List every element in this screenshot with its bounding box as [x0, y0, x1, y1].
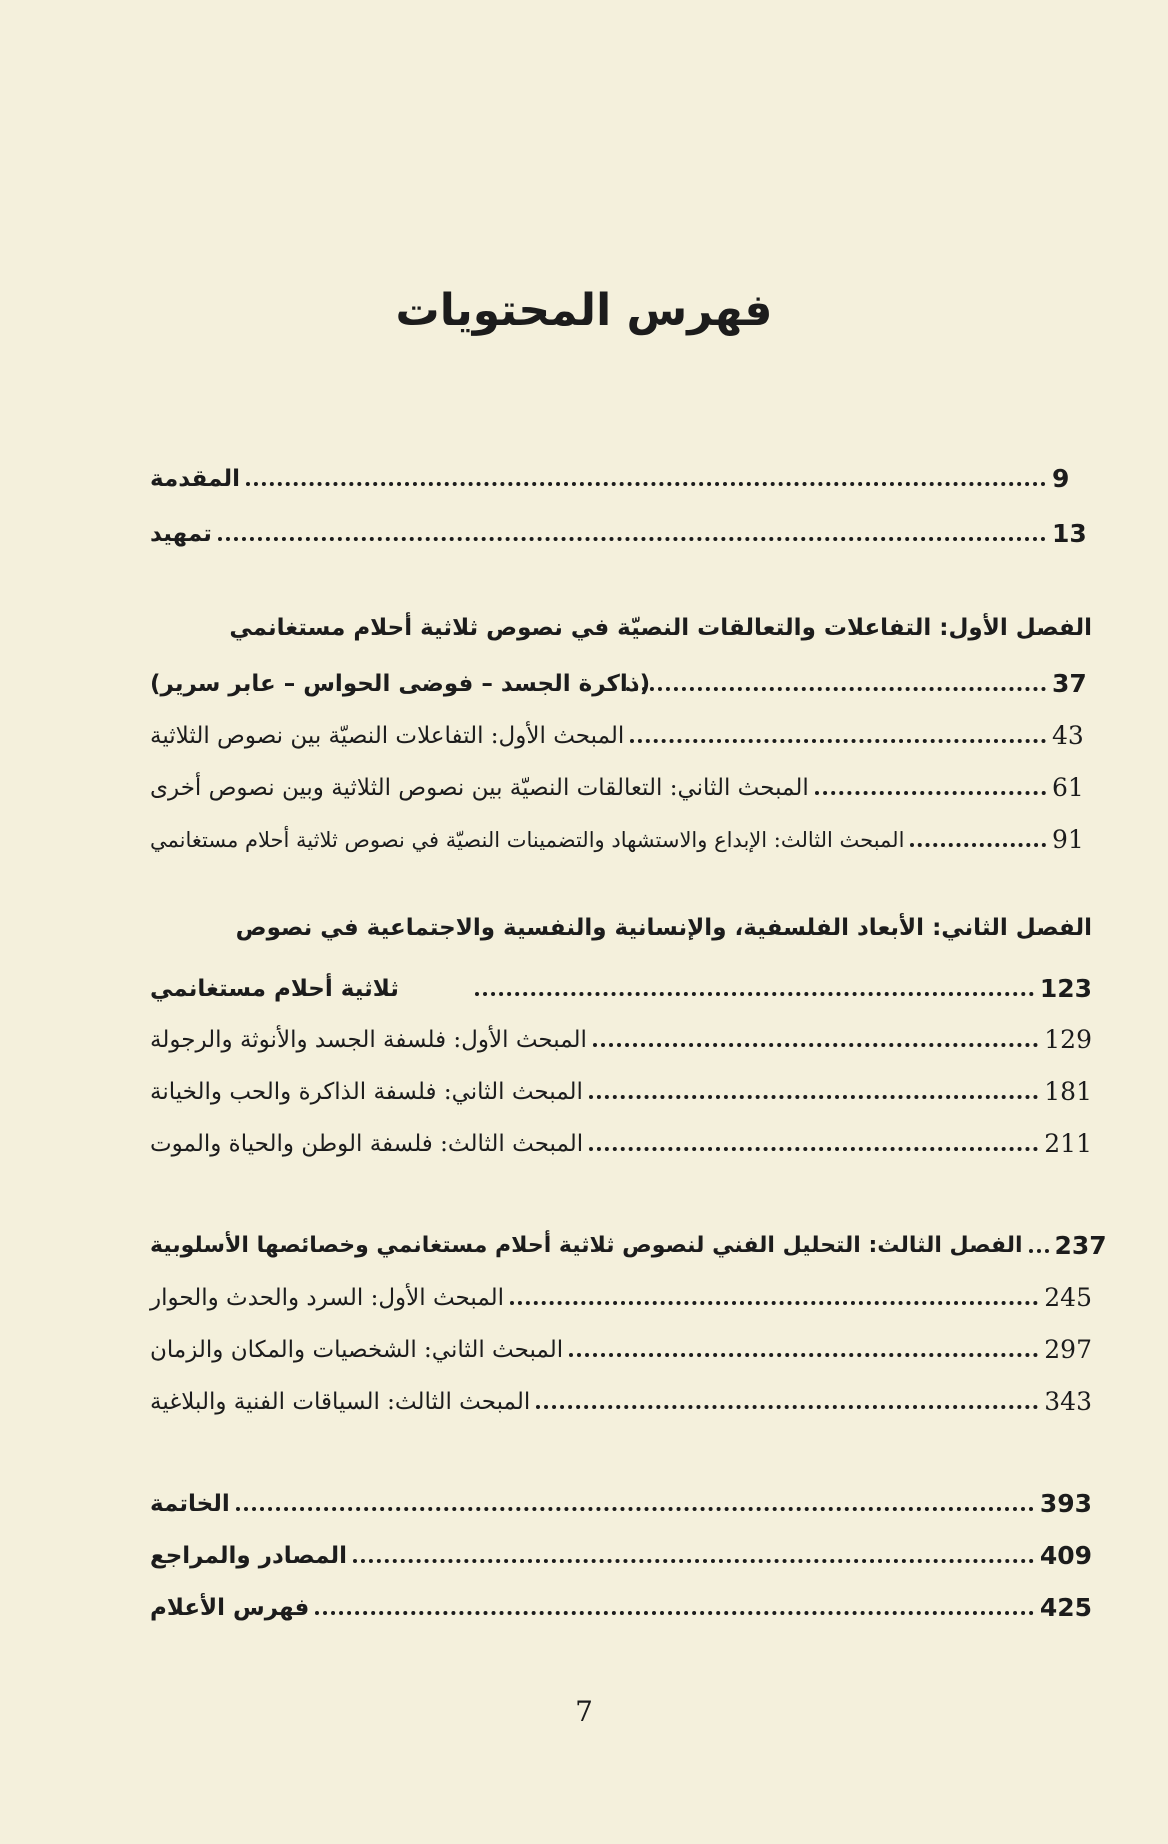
toc-page-number: 343 — [1044, 1387, 1092, 1416]
chapter-1-subtitle: (ذاكرة الجسد – فوضى الحواس – عابر سرير) — [150, 671, 651, 697]
dot-leader — [569, 1353, 1038, 1357]
toc-page-number: 181 — [1044, 1077, 1092, 1106]
toc-page-number: 211 — [1044, 1129, 1092, 1158]
page-title: فهرس المحتويات — [395, 285, 773, 336]
toc-section[interactable] — [150, 1016, 1092, 1056]
toc-section[interactable] — [150, 1378, 1092, 1418]
toc-entry-conclusion[interactable] — [150, 1480, 1092, 1520]
toc-section-label: المبحث الثالث: السياقات الفنية والبلاغية — [150, 1389, 531, 1415]
toc-page-number: 245 — [1044, 1283, 1092, 1312]
toc-entry-label: المقدمة — [150, 466, 240, 492]
toc-page-number: 123 — [1039, 974, 1092, 1003]
toc-page-number: 297 — [1044, 1335, 1092, 1364]
dot-leader — [353, 1559, 1034, 1563]
toc-section-label: المبحث الثاني: فلسفة الذاكرة والحب والخيانة — [150, 1079, 583, 1105]
toc-page-number: 91 — [1052, 825, 1084, 854]
chapter-3-title: الفصل الثالث: التحليل الفني لنصوص ثلاثية أحلام مستغانمي وخصائصها الأسلوبية — [150, 1233, 1023, 1258]
toc-section-label: المبحث الأول: التفاعلات النصيّة بين نصوص الثلاثية — [150, 723, 625, 749]
toc-page-number: 425 — [1039, 1593, 1092, 1622]
toc-entry-sources[interactable] — [150, 1532, 1092, 1572]
toc-entry-chapter-1[interactable] — [150, 660, 1092, 700]
toc-entry-preface[interactable] — [150, 510, 1092, 550]
toc-page-number: 43 — [1052, 721, 1084, 750]
dot-leader — [589, 1147, 1038, 1151]
toc-section[interactable] — [150, 1120, 1092, 1160]
toc-section-label: المبحث الثالث: فلسفة الوطن والحياة والموت — [150, 1131, 584, 1157]
toc-entry-chapter-3[interactable] — [150, 1222, 1107, 1262]
chapter-2-subtitle: ثلاثية أحلام مستغانمي — [150, 976, 399, 1002]
toc-section[interactable] — [150, 1068, 1092, 1108]
dot-leader — [630, 739, 1046, 743]
toc-page-number: 61 — [1052, 773, 1084, 802]
toc-page-number: 129 — [1044, 1025, 1092, 1054]
toc-section[interactable] — [150, 764, 1092, 804]
dot-leader — [626, 687, 1046, 691]
toc-section-label: المبحث الثاني: الشخصيات والمكان والزمان — [150, 1337, 564, 1363]
toc-entry-chapter-2[interactable] — [150, 965, 1092, 1005]
toc-entry-label: تمهيد — [150, 521, 212, 547]
toc-entry-label: فهرس الأعلام — [150, 1595, 310, 1621]
dot-leader — [246, 482, 1046, 486]
toc-section-label: المبحث الأول: فلسفة الجسد والأنوثة والرجولة — [150, 1027, 587, 1053]
toc-page-number: 393 — [1039, 1489, 1092, 1518]
dot-leader — [315, 1611, 1033, 1615]
toc-section-label: المبحث الثاني: التعالقات النصيّة بين نصوص الثلاثية وبين نصوص أخرى — [150, 775, 809, 801]
toc-entry-label: الخاتمة — [150, 1491, 230, 1517]
toc-page-number: 409 — [1039, 1541, 1092, 1570]
toc-section[interactable] — [150, 1326, 1092, 1366]
dot-leader — [536, 1405, 1038, 1409]
dot-leader — [218, 537, 1046, 541]
toc-section-label: المبحث الثالث: الإبداع والاستشهاد والتضمينات النصيّة في نصوص ثلاثية أحلام مستغانمي — [150, 828, 905, 852]
dot-leader — [589, 1095, 1038, 1099]
toc-section-label: المبحث الأول: السرد والحدث والحوار — [150, 1285, 505, 1311]
toc-section[interactable] — [150, 1274, 1092, 1314]
dot-leader — [1029, 1249, 1049, 1253]
toc-page-number: 237 — [1054, 1231, 1107, 1260]
dot-leader — [236, 1507, 1034, 1511]
dot-leader — [475, 992, 1034, 996]
toc-page-number: 37 — [1052, 669, 1087, 698]
dot-leader — [593, 1043, 1038, 1047]
page-number-footer: 7 — [575, 1695, 593, 1728]
chapter-1-title[interactable]: الفصل الأول: التفاعلات والتعالقات النصيّة في نصوص ثلاثية أحلام مستغانمي — [229, 615, 1092, 641]
toc-section[interactable] — [150, 816, 1092, 856]
dot-leader — [910, 843, 1046, 847]
toc-entry-label: المصادر والمراجع — [150, 1543, 348, 1569]
toc-section[interactable] — [150, 712, 1092, 752]
chapter-2-title[interactable]: الفصل الثاني: الأبعاد الفلسفية، والإنسانية والنفسية والاجتماعية في نصوص — [235, 915, 1092, 941]
dot-leader — [815, 791, 1046, 795]
toc-page-number: 13 — [1052, 519, 1087, 548]
dot-leader — [510, 1301, 1038, 1305]
toc-page-number: 9 — [1052, 464, 1070, 493]
toc-entry-index[interactable] — [150, 1584, 1092, 1624]
toc-entry-intro[interactable] — [150, 455, 1092, 495]
